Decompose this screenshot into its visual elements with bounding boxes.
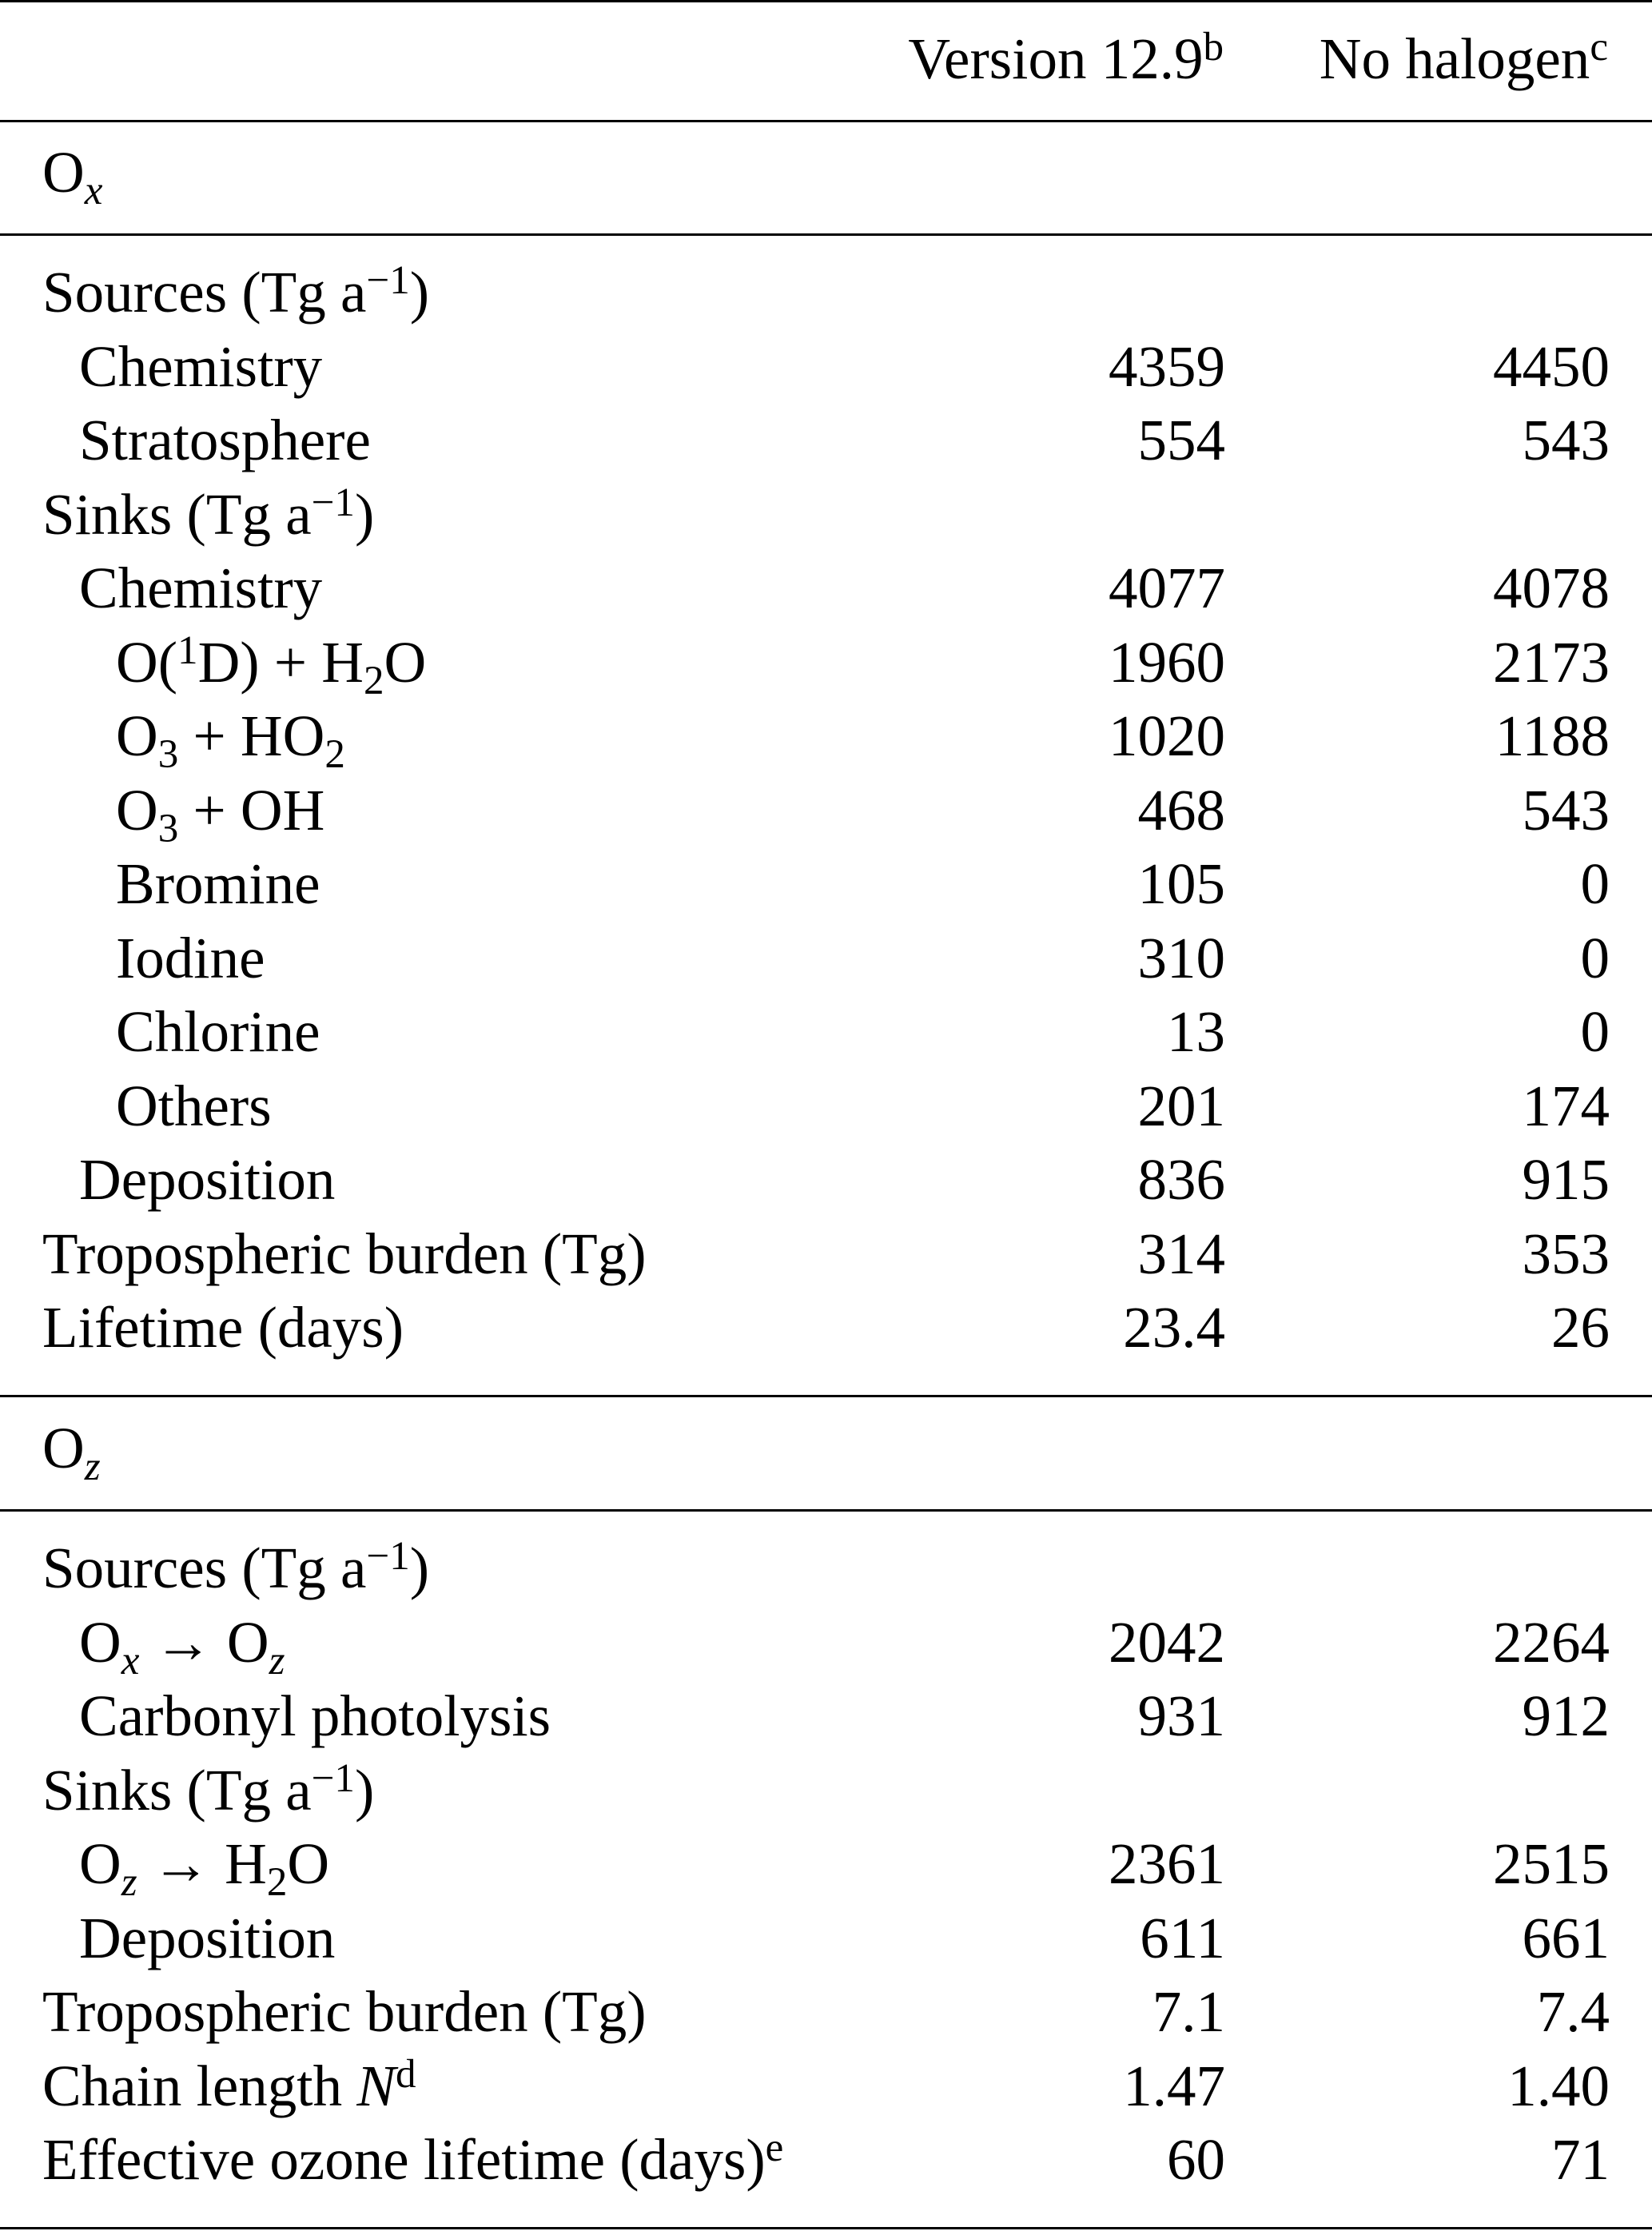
label-subscript: 3 bbox=[157, 805, 179, 851]
value-version-12-9: 7.1 bbox=[1152, 1979, 1225, 2044]
label-text: + OH bbox=[178, 777, 325, 843]
column-header-version bbox=[908, 24, 1224, 94]
value-version-12-9: 2361 bbox=[1109, 1831, 1225, 1896]
table-row bbox=[0, 1533, 1652, 1608]
table-row bbox=[0, 627, 1652, 702]
footnote-marker-b: b bbox=[1203, 24, 1224, 70]
value-version-12-9: 1020 bbox=[1109, 703, 1225, 768]
row-label bbox=[116, 923, 265, 994]
label-superscript: −1 bbox=[366, 257, 410, 304]
label-text: ) bbox=[409, 260, 430, 325]
label-text: Iodine bbox=[116, 925, 265, 990]
value-no-halogen: 912 bbox=[1522, 1683, 1610, 1748]
label-text: → O bbox=[139, 1609, 269, 1675]
row-label bbox=[42, 1977, 647, 2047]
label-text: Deposition bbox=[79, 1905, 336, 1970]
value-version-12-9: 931 bbox=[1137, 1683, 1225, 1748]
label-subscript: z bbox=[269, 1637, 285, 1683]
value-version-12-9: 314 bbox=[1137, 1221, 1225, 1286]
label-text: Sources (Tg a bbox=[42, 1536, 367, 1600]
label-text: Chemistry bbox=[79, 556, 323, 620]
section-title-sub: z bbox=[84, 1444, 101, 1490]
value-no-halogen: 353 bbox=[1522, 1221, 1610, 1286]
label-superscript: −1 bbox=[311, 1755, 355, 1801]
column-header-no-halogen-text: No halogen bbox=[1319, 26, 1590, 91]
label-text: Tropospheric burden (Tg) bbox=[42, 1221, 647, 1286]
label-text: ) bbox=[354, 481, 375, 547]
label-text: Sources (Tg a bbox=[42, 260, 367, 325]
table-row bbox=[0, 923, 1652, 998]
table-row bbox=[0, 1755, 1652, 1830]
row-label bbox=[116, 627, 427, 703]
row-label bbox=[42, 1219, 647, 1289]
row-label bbox=[79, 1608, 285, 1683]
value-version-12-9: 13 bbox=[1167, 999, 1225, 1064]
label-text: D) + H bbox=[197, 629, 364, 695]
value-no-halogen: 71 bbox=[1551, 2127, 1610, 2192]
label-text: → H bbox=[137, 1831, 267, 1896]
label-italic: N bbox=[356, 2053, 396, 2118]
label-text: O bbox=[79, 1831, 121, 1896]
value-version-12-9: 23.4 bbox=[1123, 1295, 1225, 1360]
table-row bbox=[0, 1071, 1652, 1145]
value-no-halogen: 2515 bbox=[1493, 1831, 1610, 1896]
row-label bbox=[116, 849, 320, 919]
label-text: ) bbox=[409, 1536, 430, 1600]
top-rule bbox=[0, 0, 1652, 2]
value-version-12-9: 4077 bbox=[1109, 556, 1225, 620]
label-text: Sinks (Tg a bbox=[42, 1757, 312, 1823]
table-row bbox=[0, 849, 1652, 923]
row-label bbox=[79, 1681, 551, 1751]
row-label bbox=[79, 1829, 330, 1906]
label-superscript: d bbox=[396, 2050, 416, 2097]
row-label bbox=[79, 1145, 335, 1215]
footnote-marker-c: c bbox=[1590, 24, 1608, 70]
label-superscript: e bbox=[765, 2125, 784, 2171]
row-label bbox=[42, 1293, 404, 1363]
label-subscript: 2 bbox=[364, 657, 384, 703]
section-title-main: O bbox=[42, 140, 85, 205]
label-subscript: x bbox=[121, 1637, 140, 1683]
table-row bbox=[0, 1829, 1652, 1906]
value-version-12-9: 1960 bbox=[1109, 629, 1225, 695]
section-title-sub: x bbox=[84, 168, 103, 214]
label-superscript: 1 bbox=[177, 627, 198, 673]
value-version-12-9: 310 bbox=[1137, 925, 1225, 990]
section-title-main: O bbox=[42, 1416, 85, 1480]
label-text: Chain length bbox=[42, 2053, 357, 2118]
row-label bbox=[79, 553, 322, 623]
section-title-oz bbox=[42, 1413, 101, 1490]
table-row bbox=[0, 2051, 1652, 2125]
value-version-12-9: 105 bbox=[1137, 851, 1225, 916]
value-no-halogen: 0 bbox=[1580, 925, 1610, 990]
row-label bbox=[42, 1533, 429, 1604]
label-text: Effective ozone lifetime (days) bbox=[42, 2127, 766, 2192]
value-no-halogen: 174 bbox=[1522, 1073, 1610, 1138]
value-no-halogen: 2264 bbox=[1493, 1609, 1610, 1675]
value-version-12-9: 4359 bbox=[1109, 333, 1225, 399]
table-row bbox=[0, 1903, 1652, 1978]
label-text: Stratosphere bbox=[79, 408, 371, 472]
row-label bbox=[116, 701, 345, 778]
table-row bbox=[0, 1145, 1652, 1219]
label-subscript: 2 bbox=[266, 1859, 288, 1906]
value-no-halogen: 4078 bbox=[1493, 556, 1610, 620]
row-label bbox=[42, 2051, 416, 2121]
table-row bbox=[0, 2125, 1652, 2199]
value-no-halogen: 661 bbox=[1522, 1905, 1610, 1970]
value-no-halogen: 915 bbox=[1522, 1147, 1610, 1212]
label-text: Deposition bbox=[79, 1147, 336, 1212]
row-label bbox=[79, 1903, 335, 1974]
value-version-12-9: 836 bbox=[1137, 1147, 1225, 1212]
value-no-halogen: 4450 bbox=[1493, 333, 1610, 399]
section-title-ox bbox=[42, 137, 103, 214]
value-no-halogen: 26 bbox=[1551, 1295, 1610, 1360]
table-row bbox=[0, 257, 1652, 332]
table-row bbox=[0, 1293, 1652, 1367]
value-version-12-9: 611 bbox=[1140, 1905, 1225, 1970]
value-version-12-9: 468 bbox=[1137, 777, 1225, 843]
label-subscript: 3 bbox=[157, 731, 179, 778]
label-subscript: z bbox=[121, 1859, 137, 1906]
value-version-12-9: 60 bbox=[1167, 2127, 1225, 2192]
label-text: Chlorine bbox=[116, 999, 320, 1064]
label-superscript: −1 bbox=[366, 1533, 410, 1580]
row-label bbox=[79, 405, 371, 476]
label-text: O bbox=[79, 1609, 121, 1675]
header-rule bbox=[0, 120, 1652, 122]
value-version-12-9: 201 bbox=[1137, 1073, 1225, 1138]
row-label bbox=[79, 332, 322, 402]
row-label bbox=[116, 775, 325, 851]
label-superscript: −1 bbox=[311, 479, 355, 525]
label-text: ) bbox=[354, 1757, 375, 1823]
row-label bbox=[42, 480, 374, 550]
table-row bbox=[0, 1977, 1652, 2051]
label-subscript: 2 bbox=[324, 731, 345, 778]
section-divider-rule bbox=[0, 1395, 1652, 1397]
table-row bbox=[0, 405, 1652, 480]
column-header-no-halogen bbox=[1320, 24, 1608, 94]
column-header-version-text: Version 12.9 bbox=[908, 26, 1204, 91]
row-label bbox=[42, 1755, 374, 1826]
table-row bbox=[0, 997, 1652, 1071]
value-version-12-9: 554 bbox=[1137, 408, 1225, 472]
label-text: O bbox=[116, 703, 158, 768]
value-no-halogen: 543 bbox=[1522, 777, 1610, 843]
label-text: Chemistry bbox=[79, 333, 323, 399]
row-label bbox=[116, 1071, 272, 1141]
label-text: Lifetime (days) bbox=[42, 1295, 404, 1360]
label-text: Sinks (Tg a bbox=[42, 481, 312, 547]
value-no-halogen: 7.4 bbox=[1536, 1979, 1610, 2044]
label-text: Bromine bbox=[116, 851, 320, 916]
value-version-12-9: 1.47 bbox=[1123, 2053, 1225, 2118]
table-row bbox=[0, 1219, 1652, 1293]
table-row bbox=[0, 775, 1652, 850]
section-rule-oz bbox=[0, 1509, 1652, 1512]
label-text: O( bbox=[116, 629, 178, 695]
section-rule-ox bbox=[0, 233, 1652, 236]
value-no-halogen: 1.40 bbox=[1507, 2053, 1610, 2118]
label-text: O bbox=[116, 777, 158, 843]
label-text: Tropospheric burden (Tg) bbox=[42, 1979, 647, 2044]
value-no-halogen: 543 bbox=[1522, 408, 1610, 472]
table-row bbox=[0, 1681, 1652, 1755]
bottom-rule bbox=[0, 2227, 1652, 2229]
table-row bbox=[0, 480, 1652, 554]
row-label bbox=[42, 2125, 783, 2195]
label-text: Carbonyl photolysis bbox=[79, 1683, 551, 1748]
value-no-halogen: 0 bbox=[1580, 851, 1610, 916]
table-row bbox=[0, 553, 1652, 627]
label-text: + HO bbox=[178, 703, 325, 768]
label-text: Others bbox=[116, 1073, 272, 1138]
value-no-halogen: 0 bbox=[1580, 999, 1610, 1064]
table-row bbox=[0, 332, 1652, 406]
label-text: O bbox=[384, 629, 427, 695]
row-label bbox=[116, 997, 320, 1067]
table-row bbox=[0, 1608, 1652, 1682]
row-label bbox=[42, 257, 429, 328]
value-version-12-9: 2042 bbox=[1109, 1609, 1225, 1675]
value-no-halogen: 2173 bbox=[1493, 629, 1610, 695]
label-text: O bbox=[287, 1831, 330, 1896]
value-no-halogen: 1188 bbox=[1495, 703, 1610, 768]
table-row bbox=[0, 701, 1652, 778]
